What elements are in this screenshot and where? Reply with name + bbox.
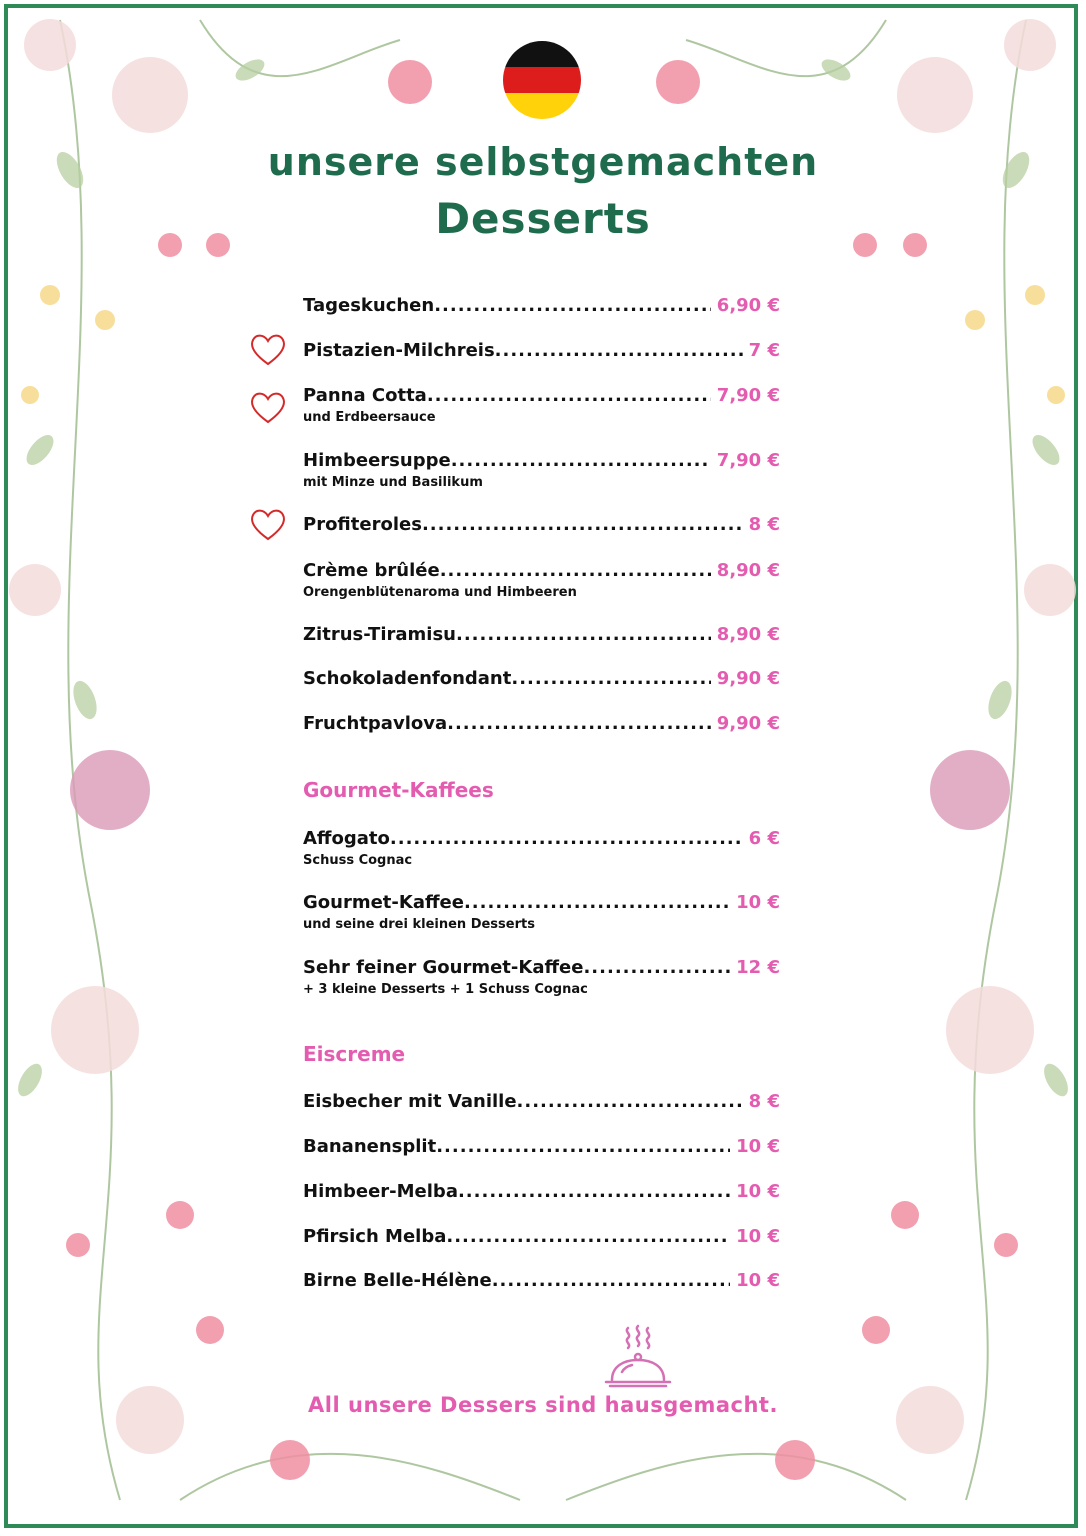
- menu-item: [303, 713, 780, 737]
- menu-item: [303, 1136, 780, 1160]
- menu-title-line2: Desserts: [435, 194, 651, 243]
- menu-item: [303, 385, 780, 425]
- item-price: 9,90 €: [716, 668, 780, 689]
- menu-item: [303, 668, 780, 692]
- item-price: 12 €: [736, 957, 780, 978]
- item-description: und Erdbeersauce: [303, 410, 436, 425]
- item-name: Bananensplit: [303, 1136, 437, 1157]
- item-price: 10 €: [736, 1226, 780, 1247]
- item-name: Fruchtpavlova: [303, 713, 448, 734]
- item-price: 6,90 €: [716, 295, 780, 316]
- serving-cloche-icon: [598, 1324, 678, 1394]
- menu-item: [303, 450, 780, 490]
- menu-item: [303, 514, 780, 538]
- item-name: Panna Cotta: [303, 385, 427, 406]
- item-price: 7,90 €: [716, 450, 780, 471]
- item-name: Tageskuchen: [303, 295, 435, 316]
- item-price: 8 €: [748, 1091, 780, 1112]
- item-name: Sehr feiner Gourmet-Kaffee: [303, 957, 584, 978]
- item-price: 7 €: [748, 340, 780, 361]
- item-name: Crème brûlée: [303, 560, 440, 581]
- item-price: 10 €: [736, 1136, 780, 1157]
- item-price: 10 €: [736, 892, 780, 913]
- section-heading-coffee: Gourmet-Kaffees: [303, 778, 494, 802]
- item-description: Orengenblütenaroma und Himbeeren: [303, 585, 577, 600]
- item-price: 10 €: [736, 1181, 780, 1202]
- footer-note: All unsere Dessers sind hausgemacht.: [308, 1393, 778, 1417]
- item-name: Profiteroles: [303, 514, 422, 535]
- heart-outline-icon: [248, 388, 288, 428]
- item-name: Schokoladenfondant: [303, 668, 512, 689]
- heart-outline-icon: [248, 330, 288, 370]
- item-description: Schuss Cognac: [303, 853, 413, 868]
- item-name: Eisbecher mit Vanille: [303, 1091, 517, 1112]
- item-name: Birne Belle-Hélène: [303, 1270, 492, 1291]
- item-name: Pistazien-Milchreis: [303, 340, 495, 361]
- item-price: 8 €: [748, 514, 780, 535]
- menu-item: [303, 892, 780, 932]
- item-description: mit Minze und Basilikum: [303, 475, 483, 490]
- menu-item: [303, 1226, 780, 1250]
- item-price: 9,90 €: [716, 713, 780, 734]
- item-price: 8,90 €: [716, 560, 780, 581]
- item-name: Zitrus-Tiramisu: [303, 624, 456, 645]
- item-price: 7,90 €: [716, 385, 780, 406]
- section-heading-icecream: Eiscreme: [303, 1042, 406, 1066]
- item-description: + 3 kleine Desserts + 1 Schuss Cognac: [303, 982, 588, 997]
- item-name: Himbeer-Melba: [303, 1181, 458, 1202]
- menu-title-line1: unsere selbstgemachten: [267, 140, 819, 184]
- item-name: Gourmet-Kaffee: [303, 892, 464, 913]
- menu-item: [303, 340, 780, 364]
- menu-item: [303, 828, 780, 868]
- menu-item: [303, 295, 780, 319]
- heart-outline-icon: [248, 505, 288, 545]
- german-flag-icon: [503, 41, 581, 119]
- item-name: Pfirsich Melba: [303, 1226, 447, 1247]
- item-name: Himbeersuppe: [303, 450, 451, 471]
- menu-item: [303, 1091, 780, 1115]
- item-description: und seine drei kleinen Desserts: [303, 917, 535, 932]
- menu-item: [303, 624, 780, 648]
- menu-item: [303, 957, 780, 997]
- item-price: 10 €: [736, 1270, 780, 1291]
- menu-item: [303, 560, 780, 600]
- item-price: 8,90 €: [716, 624, 780, 645]
- menu-item: [303, 1181, 780, 1205]
- menu-item: [303, 1270, 780, 1294]
- item-name: Affogato: [303, 828, 390, 849]
- item-price: 6 €: [748, 828, 780, 849]
